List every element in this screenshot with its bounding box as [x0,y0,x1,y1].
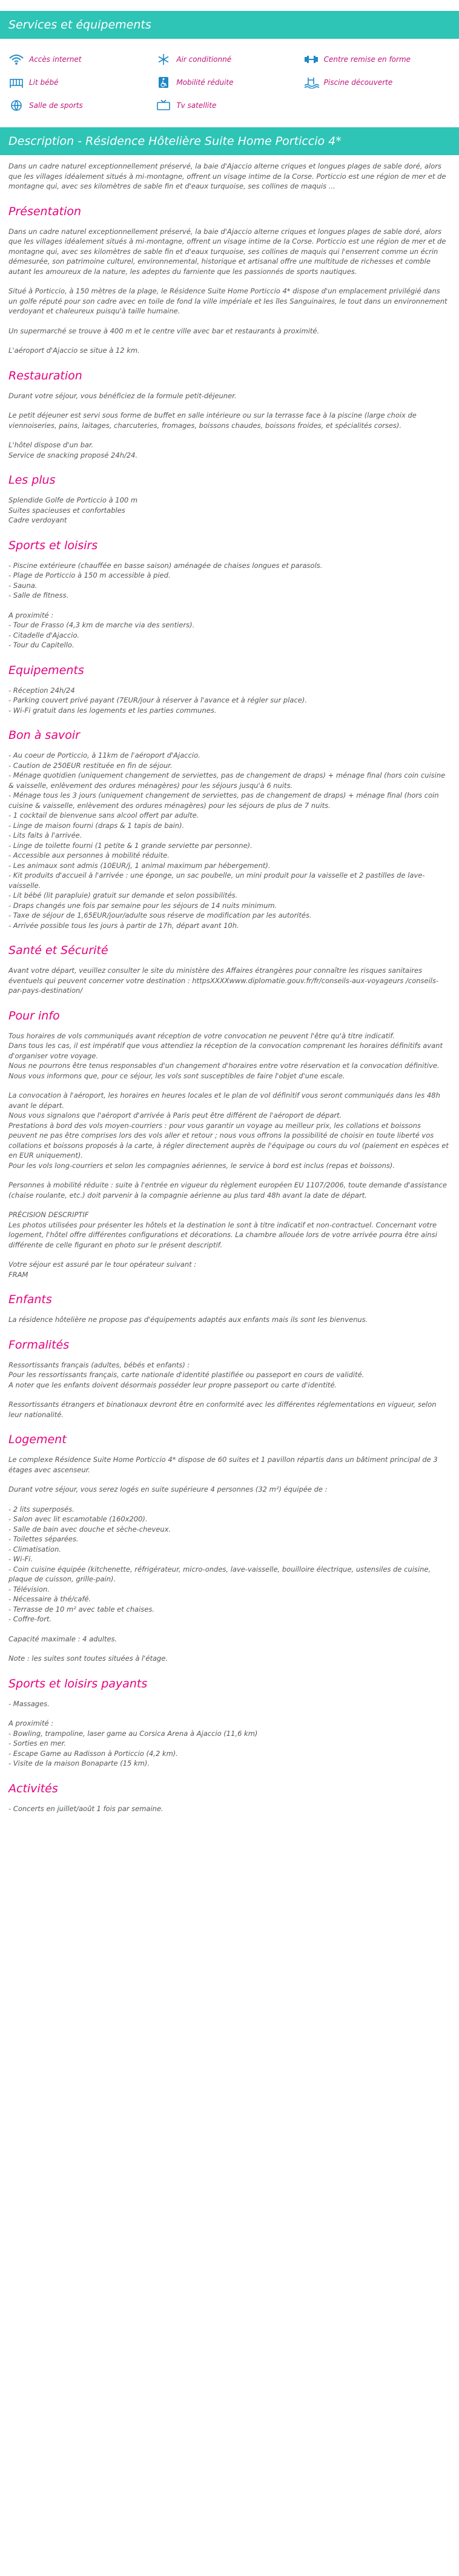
section-paragraph: Situé à Porticcio, à 150 mètres de la plage, le Résidence Suite Home Porticcio 4* dispose d'un emplacement privilégié dans un golfe réputé pour son cadre avec en toile de fond la ville impériale et les îles Sanguinaires, le tout dans un environnement verdoyant et chaleureux puisqu'à taille humaine. [8,287,447,315]
section-heading: Les plus [8,473,56,487]
service-item [8,53,156,65]
tv-icon [156,99,171,112]
section-heading: Sports et loisirs payants [8,1677,148,1690]
dumbbell-icon [303,53,319,65]
section-heading: Formalités [8,1338,70,1352]
section-paragraph: Ressortissants étrangers et binationaux devront être en conformité avec les différentes réglementations en vigueur, selon leur nationalité. [8,1400,437,1419]
service-label: Piscine découverte [323,78,393,87]
services-header: Services et équipements [0,11,459,39]
section-heading: Enfants [8,1293,52,1306]
section-paragraph: - Au coeur de Porticcio, à 11km de l'aéroport d'Ajaccio. - Caution de 250EUR restituée en fin de séjour. - Ménage quotidien (uniquement changement de serviettes, pas de changement de draps) + ménage final (hors coin cuisine & vaisselle, enlèvement des ordures ménagères) pour les séjours jusqu'à 6 nuits. - Ménage tous les 3 jours (uniquement changement de serviettes, pas de changement de draps) + ménage final (hors coin cuisine & vaisselle, enlèvement des ordures ménagères) pour les séjours de plus de 7 nuits. - 1 cocktail de bienvenue sans alcool offert par adulte. - Linge de maison fourni (draps & 1 tapis de bain). - Lits faits à l'arrivée. - Linge de toilette fourni (1 petite & 1 grande serviette par personne). - Accessible aux personnes à mobilité réduite. - Les animaux sont admis (10EUR/j, 1 animal maximum par hébergement). - Kit produits d'accueil à l'arrivée : une éponge, un sac poubelle, un mini produit pour la vaisselle et 2 pastilles de lave-vaisselle. - Lit bébé (lit parapluie) gratuit sur demande et selon possibilités. - Draps changés une fois par semaine pour les séjours de 14 nuits minimum. - Taxe de séjour de 1,65EUR/jour/adulte sous réserve de modification par les autorités. - Arrivée possible tous les jours à partir de 17h, départ avant 10h. [8,751,446,930]
section-paragraph: - Piscine extérieure (chauffée en basse saison) aménagée de chaises longues et parasols. - Plage de Porticcio à 150 m accessible à pied. - Sauna. - Salle de fitness. [8,561,323,599]
section-paragraph: - Massages. [8,1699,50,1708]
section-heading: Activités [8,1781,58,1795]
section-paragraph: - 2 lits superposés. - Salon avec lit escamotable (160x200). - Salle de bain avec douche et sèche-cheveux. - Toilettes séparées. - Climatisation. - Wi-Fi. - Coin cuisine équipée (kitchenette, réfrigérateur, micro-ondes, lave-vaisselle, bouilloire électrique, ustensiles de cuisine, plaque de cuisson, grille-pain). - Télévision. - Nécessaire à thé/café. - Terrasse de 10 m² avec table et chaises. - Coffre-fort. [8,1504,431,1623]
section-paragraph: PRÉCISION DESCRIPTIF Les photos utilisées pour présenter les hôtels et la destination le sont à titre indicatif et non-contractuel. Concernant votre logement, l'hôtel offre différentes configurations et décorations. La chambre allouée lors de votre arrivée pourra être ainsi différente de celle figurant en photo sur le présent descriptif. [8,1210,437,1249]
section-paragraph: L'hôtel dispose d'un bar. Service de snacking proposé 24h/24. [8,441,138,459]
section-heading: Bon à savoir [8,729,80,742]
crib-icon [8,76,24,88]
service-label: Mobilité réduite [176,78,234,87]
section-paragraph: Avant votre départ, veuillez consulter le site du ministère des Affaires étrangères pour connaître les risques sanitaires éventuels qui peuvent concerner votre destination : httpsXXXXwww.diplomatie.gouv.fr/fr/conseils-aux-voyageurs /conseils-par-pays-destination/ [8,966,439,995]
section-paragraph: Durant votre séjour, vous bénéficiez de la formule petit-déjeuner. [8,391,237,400]
section-paragraph: Votre séjour est assuré par le tour opérateur suivant : FRAM [8,1260,197,1279]
section-heading: Restauration [8,369,82,382]
sports-icon [8,99,24,112]
snowflake-icon [156,53,171,65]
service-item [8,76,156,88]
section-paragraph: A proximité : - Tour de Frasso (4,3 km de marche via des sentiers). - Citadelle d'Ajaccio. - Tour du Capitello. [8,610,195,649]
service-item [156,76,303,88]
service-item [156,99,303,112]
section-paragraph: Note : les suites sont toutes situées à l'étage. [8,1654,168,1663]
service-item [156,53,303,65]
section-heading: Sports et loisirs [8,538,98,552]
service-label: Accès internet [29,55,82,64]
service-item [303,53,451,65]
section-paragraph: Un supermarché se trouve à 400 m et le centre ville avec bar et restaurants à proximité. [8,326,320,335]
services-grid [0,39,459,127]
section-paragraph: Tous horaires de vols communiqués avant réception de votre convocation ne peuvent l'être qu'à titre indicatif. Dans tous les cas, il est impératif que vous attendiez la réception de la convocation comprenant les horaires définitifs avant d'organiser votre voyage. Nous ne pourrons être tenus responsables d'un changement d'horaires entre votre réservation et la convocation définitive. Nous vous informons que, pour ce séjour, les vols sont susceptibles de faire l'objet d'une escale. [8,1031,443,1080]
section-paragraph: Le complexe Résidence Suite Home Porticcio 4* dispose de 60 suites et 1 pavillon répartis dans un bâtiment principal de 3 étages avec ascenseur. [8,1455,438,1474]
section-paragraph: - Réception 24h/24 - Parking couvert privé payant (7EUR/jour à réserver à l'avance et à régler sur place). - Wi-Fi gratuit dans les logements et les parties communes. [8,686,308,715]
top-spacer [0,0,459,11]
description-header: Description - Résidence Hôtelière Suite Home Porticcio 4* [0,127,459,155]
section-paragraph: L'aéroport d'Ajaccio se situe à 12 km. [8,346,140,355]
section-paragraph: Splendide Golfe de Porticcio à 100 m Suites spacieuses et confortables Cadre verdoyant [8,496,138,524]
section-paragraph: Personnes à mobilité réduite : suite à l'entrée en vigueur du règlement européen EU 1107/2006, toute demande d'assistance (chaise roulante, etc.) doit parvenir à la compagnie aérienne au plus tard 48h avant la date de départ. [8,1181,447,1200]
section-paragraph: La résidence hôtelière ne propose pas d'équipements adaptés aux enfants mais ils sont les bienvenus. [8,1315,368,1324]
section-paragraph: La convocation à l'aéroport, les horaires en heures locales et le plan de vol définitif vous seront communiqués dans les 48h avant le départ. Nous vous signalons que l'aéroport d'arrivée à Paris peut être différent de l'aéroport de départ. Prestations à bord des vols moyen-courriers : pour vous garantir un voyage au meilleur prix, les collations et boissons peuvent ne pas être comprises lors des vols aller et retour ; nous vous offrons la possibilité de choisir en toute liberté vos collations et boissons proposés à la carte, à régler directement auprès de l'équipage ou cours du vol (paiement en espèces et en EUR uniquement). Pour les vols long-courriers et selon les compagnies aériennes, le service à bord est inclus (repas et boissons). [8,1091,449,1170]
description-content [0,155,459,1847]
section-paragraph: Ressortissants français (adultes, bébés et enfants) : Pour les ressortissants français, carte nationale d'identité plastifiée ou passeport en cours de validité. A noter que les enfants doivent désormais posséder leur propre passeport ou carte d'identité. [8,1360,365,1389]
section-heading: Santé et Sécurité [8,944,108,957]
service-label: Tv satellite [176,101,217,110]
service-label: Air conditionné [176,55,232,64]
service-item [303,76,451,88]
section-heading: Logement [8,1433,67,1446]
section-paragraph: - Concerts en juillet/août 1 fois par semaine. [8,1804,163,1813]
section-paragraph: Capacité maximale : 4 adultes. [8,1634,117,1643]
section-paragraph: Dans un cadre naturel exceptionnellement préservé, la baie d'Ajaccio alterne criques et longues plages de sable doré, alors que les villages idéalement situés à mi-montagne, offrent un visage intime de la Corse. Porticcio est une région de mer et de montagne qui, avec ses kilomètres de sable fin et d'eaux turquoise, ses collines de maquis qui l'enserrent comme un écrin démesurée, son patrimoine culturel, environnemental, historique et artisanal offre une multitude de richesses et comble autant les amoureux de la nature, les adeptes du farniente que les passionnés de sports nautiques. [8,227,446,276]
pool-icon [303,76,319,88]
section-paragraph: A proximité : - Bowling, trampoline, laser game au Corsica Arena à Ajaccio (11,6 km) - Sorties en mer. - Escape Game au Radisson à Porticcio (4,2 km). - Visite de la maison Bonaparte (15 km). [8,1719,258,1767]
section-heading: Pour info [8,1009,60,1023]
wifi-icon [8,53,24,65]
service-label: Lit bébé [29,78,59,87]
service-label: Salle de sports [29,101,83,110]
intro-paragraph: Dans un cadre naturel exceptionnellement préservé, la baie d'Ajaccio alterne criques et longues plages de sable doré, alors que les villages idéalement situés à mi-montagne, offrent un visage intime de la Corse. Porticcio est une région de mer et de montagne qui, avec ses kilomètres de sable fin et d'eaux turquoise, ses collines de maquis ... [8,162,446,190]
section-heading: Présentation [8,204,82,218]
section-heading: Equipements [8,663,84,677]
service-item [8,99,156,112]
section-paragraph: Le petit déjeuner est servi sous forme de buffet en salle intérieure ou sur la terrasse face à la piscine (large choix de viennoiseries, pains, laitages, charcuteries, fromages, boissons chaudes, boissons froides, et spécialités corses). [8,411,417,430]
section-paragraph: Durant votre séjour, vous serez logés en suite supérieure 4 personnes (32 m²) équipée de : [8,1485,328,1493]
wheelchair-icon [156,76,171,88]
service-label: Centre remise en forme [323,55,411,64]
